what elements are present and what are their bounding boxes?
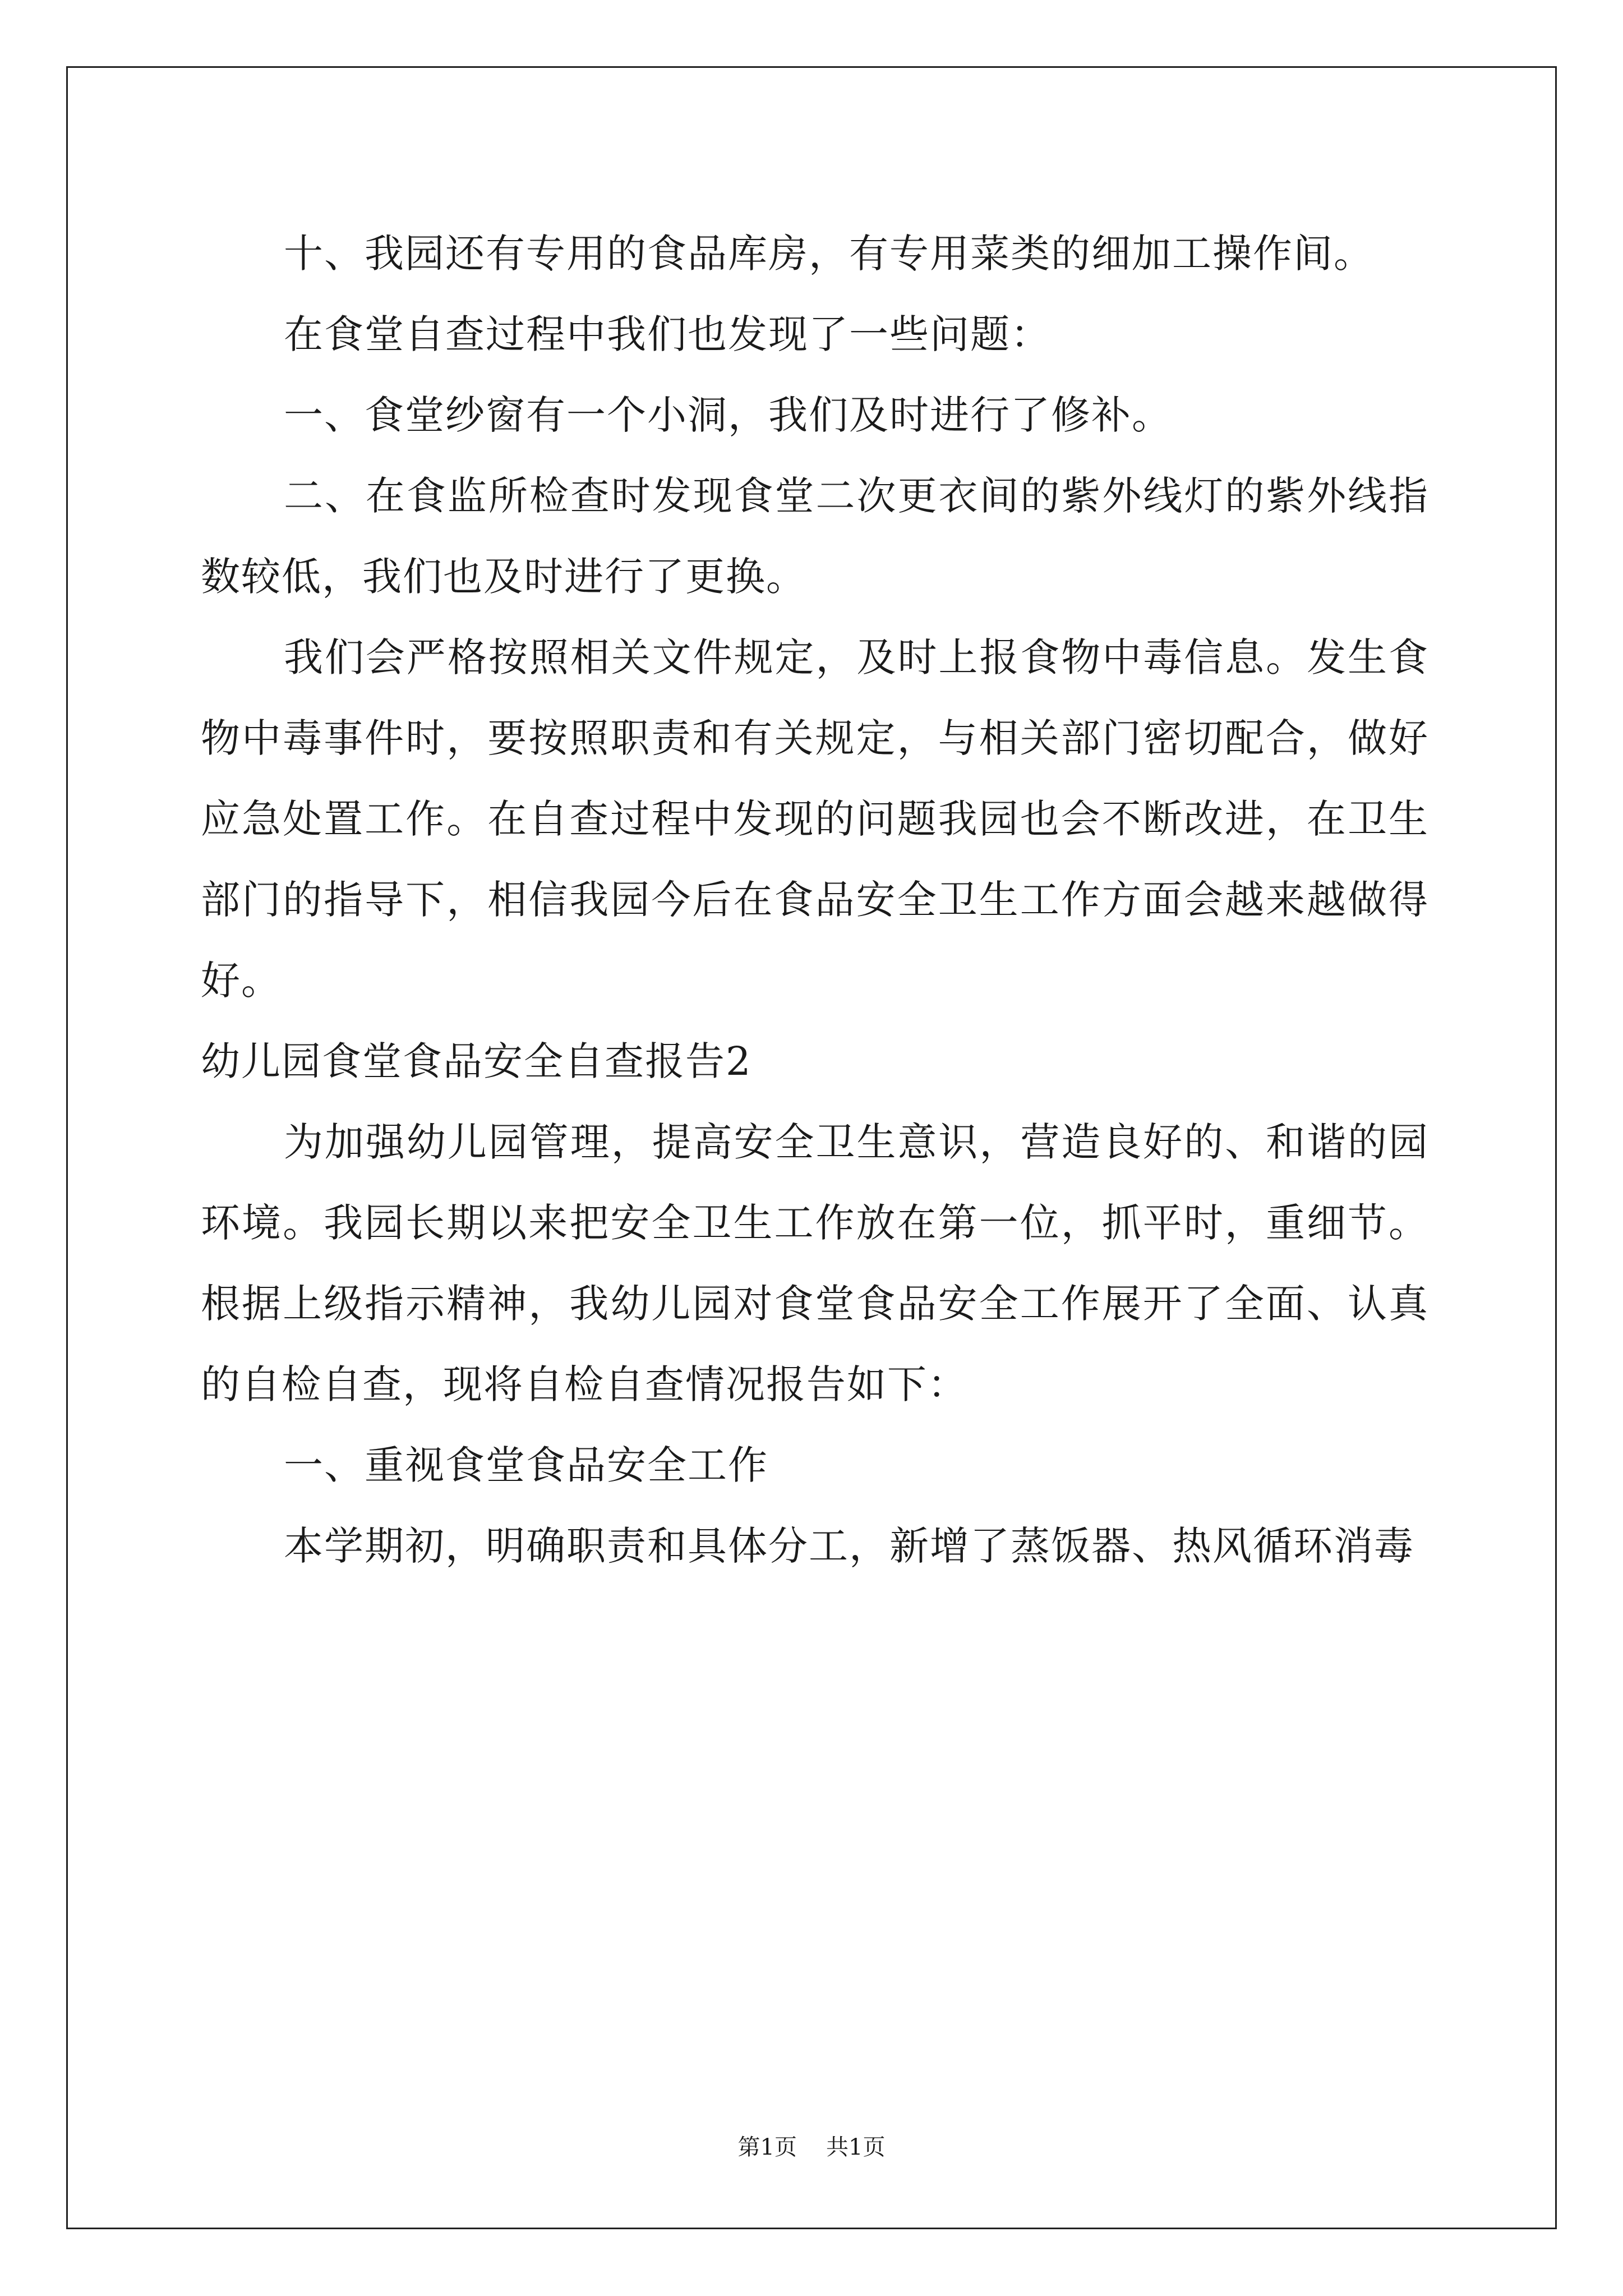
section-heading: 幼儿园食堂食品安全自查报告2	[201, 1038, 752, 1084]
paragraph: 十、我园还有专用的食品库房，有专用菜类的细加工操作间。	[284, 231, 1374, 277]
paragraph: 一、食堂纱窗有一个小洞，我们及时进行了修补。	[284, 392, 1172, 438]
paragraph: 在食堂自查过程中我们也发现了一些问题：	[284, 311, 1051, 357]
paragraph: 我们会严格按照相关文件规定，及时上报食物中毒信息。发生食物中毒事件时，要按照职责和有关规定，与相关部门密切配合，做好应急处置工作。在自查过程中发现的问题我园也会不断改进，在卫生部门的指导下，相信我园今后在食品安全卫生工作方面会越来越做得好。	[201, 634, 1429, 1004]
paragraph: 本学期初，明确职责和具体分工，新增了蒸饭器、热风循环消毒	[284, 1523, 1414, 1569]
page-footer	[0, 2132, 1623, 2163]
paragraph: 为加强幼儿园管理，提高安全卫生意识，营造良好的、和谐的园环境。我园长期以来把安全卫生工作放在第一位，抓平时，重细节。根据上级指示精神，我幼儿园对食堂食品安全工作展开了全面、认真的自检自查，现将自检自查情况报告如下：	[201, 1119, 1429, 1407]
paragraph: 二、在食监所检查时发现食堂二次更衣间的紫外线灯的紫外线指数较低，我们也及时进行了更换。	[201, 473, 1429, 600]
page-number: 第1页	[737, 2134, 797, 2160]
paragraph: 一、重视食堂食品安全工作	[284, 1442, 768, 1488]
page-total: 共1页	[826, 2134, 886, 2160]
document-body	[201, 213, 1429, 1586]
